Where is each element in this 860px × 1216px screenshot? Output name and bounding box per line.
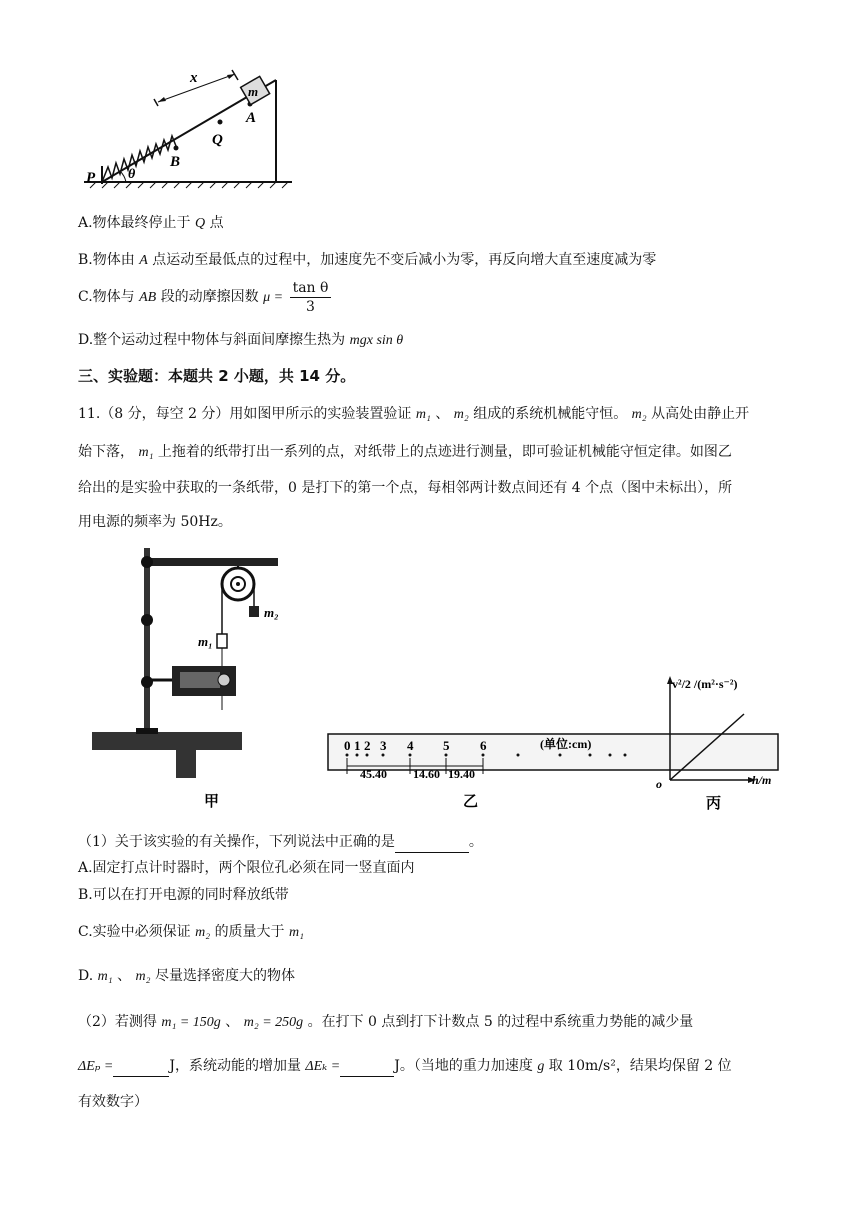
part2-line-1: （2）若测得 m₁ = 150g 、 m₂ = 250g 。在打下 0 点到打下计数点 5 的过程中系统重力势能的减少量 [78, 1014, 694, 1030]
part1-option-D: D. m₁ 、 m₂ 尽量选择密度大的物体 [78, 968, 295, 984]
q11-line-3: 给出的是实验中获取的一条纸带，0 是打下的第一个点，每相邻两计数点间还有 4 个点（图中未标出），所 [78, 480, 733, 496]
caption-bing: 丙 [706, 796, 722, 812]
graph-origin: o [656, 777, 662, 791]
label-m1-apparatus: m₁ [198, 634, 213, 649]
caption-jia: 甲 [204, 794, 220, 810]
option-10-C: C.物体与 AB 段的动摩擦因数 μ = $\frac{\text{tan θ}}{3}$ [78, 278, 333, 318]
tape-distance-2: 14.60 [413, 767, 440, 781]
graph-x-label: h/m [752, 773, 772, 787]
caption-yi: 乙 [463, 794, 479, 810]
tape-tick-3: 3 [380, 738, 387, 753]
q11-line-2: 始下落， m₁ 上拖着的纸带打出一系列的点，对纸带上的点迹进行测量，即可验证机械能守恒定律。如图乙 [78, 444, 732, 460]
tape-unit: (单位:cm) [540, 737, 592, 751]
section-header: 三、实验题：本题共 2 小题，共 14 分。 [78, 367, 356, 385]
tape-distance-1: 45.40 [360, 767, 387, 781]
part2-line-2: ΔEₚ = J，系统动能的增加量 ΔEₖ = J。（当地的重力加速度 g 取 10m/s²，结果均保留 2 位 [78, 1056, 732, 1077]
point-B [174, 146, 179, 151]
tape-distance-3: 19.40 [448, 767, 475, 781]
q11-line-1: 11.（8 分，每空 2 分）用如图甲所示的实验装置验证 m₁ 、 m₂ 组成的系统机械能守恒。 m₂ 从高处由静止开 [78, 406, 750, 422]
label-m2-apparatus: m₂ [264, 605, 279, 620]
option-10-A: A.物体最终停止于 Q 点 [78, 215, 224, 231]
slope-spring-figure [80, 62, 300, 192]
option-10-B: B.物体由 A 点运动至最低点的过程中，加速度先不变后减小为零，再反向增大直至速度减为零 [78, 252, 657, 268]
tape-tick-2: 2 [364, 738, 371, 753]
graph-y-label: v²/2 /(m²·s⁻²) [672, 677, 738, 691]
label-P: P [86, 170, 96, 186]
q11-line-4: 用电源的频率为 50Hz。 [78, 514, 232, 530]
mu-fraction: $\frac{\text{tan θ}}{3}$ [290, 279, 332, 316]
part1-question: （1）关于该实验的有关操作，下列说法中正确的是 。 [78, 832, 483, 853]
stand-apparatus [92, 548, 279, 810]
label-A: A [246, 110, 257, 126]
label-m: m [248, 84, 259, 99]
answer-blank-1[interactable] [395, 832, 469, 853]
point-Q [218, 120, 223, 125]
spring [102, 136, 176, 182]
label-B: B [170, 154, 181, 170]
part1-option-C: C.实验中必须保证 m₂ 的质量大于 m₁ [78, 924, 304, 940]
part2-line-3: 有效数字） [78, 1094, 148, 1110]
tape-tick-5: 5 [443, 738, 450, 753]
apparatus-figure [80, 540, 780, 825]
label-x: x [190, 70, 198, 86]
tape-tick-6: 6 [480, 738, 487, 753]
tape-tick-0: 0 [344, 738, 351, 753]
option-10-D: D.整个运动过程中物体与斜面间摩擦生热为 mgx sin θ [78, 332, 404, 348]
answer-blank-dEk[interactable] [340, 1056, 394, 1077]
tape-tick-1: 1 [354, 738, 361, 753]
label-theta: θ [128, 167, 136, 182]
part1-option-B: B.可以在打开电源的同时释放纸带 [78, 887, 289, 903]
tape-tick-4: 4 [407, 738, 414, 753]
part1-option-A: A.固定打点计时器时，两个限位孔必须在同一竖直面内 [78, 860, 415, 876]
label-Q: Q [212, 132, 223, 148]
answer-blank-dEp[interactable] [113, 1056, 169, 1077]
